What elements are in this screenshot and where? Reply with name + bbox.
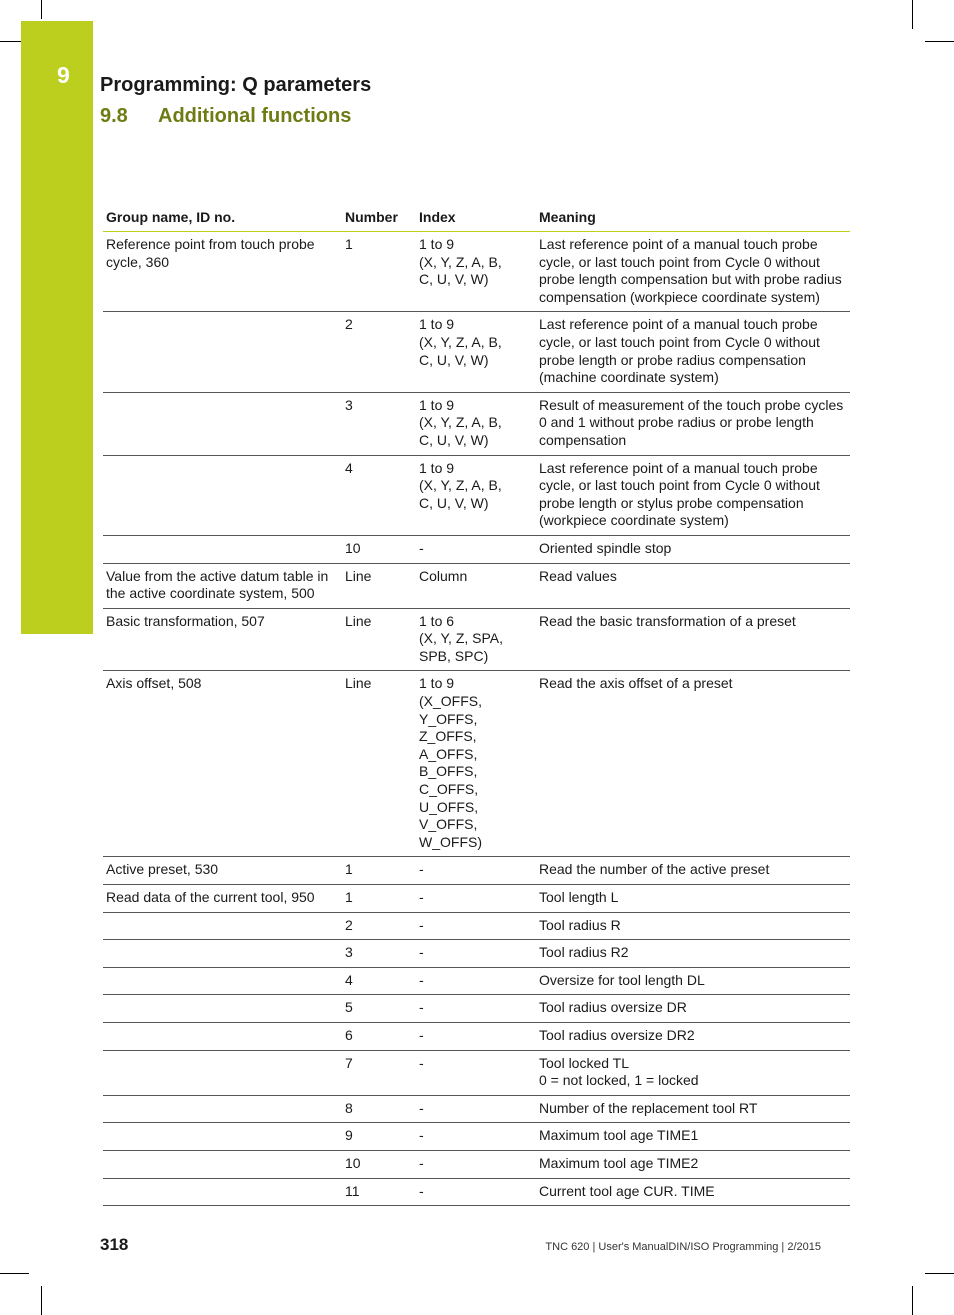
table-header-row <box>103 207 850 232</box>
cell-group: Reference point from touch probe cycle, 360 <box>103 232 342 312</box>
cell-index: - <box>416 1150 536 1178</box>
cell-group <box>103 967 342 995</box>
cell-index: - <box>416 1095 536 1123</box>
chapter-sidebar <box>21 21 93 634</box>
cell-meaning: Read the axis offset of a preset <box>536 671 850 857</box>
crop-mark <box>41 0 42 19</box>
cell-index: - <box>416 1022 536 1050</box>
cell-number: 11 <box>342 1178 416 1206</box>
section-title: Additional functions <box>158 105 352 127</box>
cell-meaning: Read the number of the active preset <box>536 857 850 885</box>
cell-index: 1 to 9 (X, Y, Z, A, B, C, U, V, W) <box>416 232 536 312</box>
cell-number: 4 <box>342 455 416 535</box>
cell-meaning: Maximum tool age TIME1 <box>536 1123 850 1151</box>
crop-mark <box>925 1273 954 1274</box>
cell-index: 1 to 9 (X, Y, Z, A, B, C, U, V, W) <box>416 392 536 455</box>
cell-group <box>103 1150 342 1178</box>
cell-number: 10 <box>342 535 416 563</box>
cell-meaning: Number of the replacement tool RT <box>536 1095 850 1123</box>
cell-meaning: Tool radius oversize DR2 <box>536 1022 850 1050</box>
cell-number: 3 <box>342 940 416 968</box>
table-row <box>103 912 850 940</box>
cell-number: 5 <box>342 995 416 1023</box>
cell-meaning: Tool length L <box>536 885 850 913</box>
cell-number: Line <box>342 563 416 608</box>
cell-group: Active preset, 530 <box>103 857 342 885</box>
cell-meaning: Maximum tool age TIME2 <box>536 1150 850 1178</box>
cell-number: 3 <box>342 392 416 455</box>
section-number: 9.8 <box>100 105 128 127</box>
cell-number: 2 <box>342 912 416 940</box>
page-number: 318 <box>100 1235 129 1254</box>
cell-group <box>103 1123 342 1151</box>
cell-meaning: Read values <box>536 563 850 608</box>
table-row <box>103 455 850 535</box>
table-row <box>103 232 850 312</box>
cell-meaning: Last reference point of a manual touch probe cycle, or last touch point from Cycle 0 without probe length compensation but with probe radius compensation (workpiece coordinate system) <box>536 232 850 312</box>
cell-meaning: Tool radius oversize DR <box>536 995 850 1023</box>
cell-group <box>103 1095 342 1123</box>
cell-index: - <box>416 1050 536 1095</box>
cell-group <box>103 392 342 455</box>
cell-group <box>103 455 342 535</box>
crop-mark <box>912 0 913 29</box>
cell-number: 7 <box>342 1050 416 1095</box>
table-row <box>103 1022 850 1050</box>
table-row <box>103 671 850 857</box>
crop-mark <box>0 1273 29 1274</box>
table-row <box>103 563 850 608</box>
cell-group: Read data of the current tool, 950 <box>103 885 342 913</box>
cell-index: - <box>416 1178 536 1206</box>
crop-mark <box>912 1286 913 1315</box>
crop-mark <box>41 1286 42 1315</box>
cell-group <box>103 1178 342 1206</box>
table-row <box>103 535 850 563</box>
cell-index: - <box>416 912 536 940</box>
cell-index: - <box>416 967 536 995</box>
cell-index: - <box>416 885 536 913</box>
cell-group <box>103 995 342 1023</box>
cell-group <box>103 940 342 968</box>
table-row <box>103 940 850 968</box>
cell-index: - <box>416 535 536 563</box>
cell-group <box>103 1050 342 1095</box>
cell-index: 1 to 6 (X, Y, Z, SPA, SPB, SPC) <box>416 608 536 671</box>
table-row <box>103 392 850 455</box>
table-row <box>103 995 850 1023</box>
column-header-index: Index <box>416 207 536 232</box>
chapter-number: 9 <box>57 62 70 88</box>
table-row <box>103 857 850 885</box>
table-row <box>103 885 850 913</box>
cell-meaning: Tool radius R2 <box>536 940 850 968</box>
cell-number: 2 <box>342 312 416 392</box>
cell-meaning: Current tool age CUR. TIME <box>536 1178 850 1206</box>
table-row <box>103 608 850 671</box>
cell-meaning: Tool locked TL 0 = not locked, 1 = locked <box>536 1050 850 1095</box>
cell-index: 1 to 9 (X, Y, Z, A, B, C, U, V, W) <box>416 312 536 392</box>
cell-index: 1 to 9 (X_OFFS, Y_OFFS, Z_OFFS, A_OFFS, B_OFFS, C_OFFS, U_OFFS, V_OFFS, W_OFFS) <box>416 671 536 857</box>
cell-group <box>103 312 342 392</box>
crop-mark <box>925 41 954 42</box>
cell-meaning: Last reference point of a manual touch probe cycle, or last touch point from Cycle 0 without probe length or stylus probe compensation (workpiece coordinate system) <box>536 455 850 535</box>
parameters-table <box>103 207 850 1206</box>
cell-group <box>103 535 342 563</box>
cell-index: - <box>416 1123 536 1151</box>
cell-index: - <box>416 940 536 968</box>
cell-number: 9 <box>342 1123 416 1151</box>
cell-meaning: Oversize for tool length DL <box>536 967 850 995</box>
cell-index: - <box>416 995 536 1023</box>
cell-number: 4 <box>342 967 416 995</box>
table-row <box>103 1095 850 1123</box>
cell-meaning: Last reference point of a manual touch probe cycle, or last touch point from Cycle 0 without probe length or probe radius compensation (machine coordinate system) <box>536 312 850 392</box>
cell-index: 1 to 9 (X, Y, Z, A, B, C, U, V, W) <box>416 455 536 535</box>
cell-number: 1 <box>342 232 416 312</box>
cell-number: 1 <box>342 885 416 913</box>
cell-number: 10 <box>342 1150 416 1178</box>
cell-group: Axis offset, 508 <box>103 671 342 857</box>
cell-number: Line <box>342 608 416 671</box>
cell-group <box>103 1022 342 1050</box>
cell-group: Value from the active datum table in the active coordinate system, 500 <box>103 563 342 608</box>
table-row <box>103 1178 850 1206</box>
crop-mark <box>0 41 21 42</box>
column-header-number: Number <box>342 207 416 232</box>
footer-text: TNC 620 | User's ManualDIN/ISO Programming | 2/2015 <box>545 1241 821 1253</box>
cell-number: Line <box>342 671 416 857</box>
chapter-title: Programming: Q parameters <box>100 74 372 96</box>
table-row <box>103 1150 850 1178</box>
cell-meaning: Read the basic transformation of a preset <box>536 608 850 671</box>
cell-number: 6 <box>342 1022 416 1050</box>
cell-group: Basic transformation, 507 <box>103 608 342 671</box>
cell-meaning: Result of measurement of the touch probe cycles 0 and 1 without probe radius or probe length compensation <box>536 392 850 455</box>
table-row <box>103 1123 850 1151</box>
cell-index: - <box>416 857 536 885</box>
cell-number: 1 <box>342 857 416 885</box>
cell-meaning: Tool radius R <box>536 912 850 940</box>
column-header-meaning: Meaning <box>536 207 850 232</box>
table-row <box>103 967 850 995</box>
cell-index: Column <box>416 563 536 608</box>
cell-number: 8 <box>342 1095 416 1123</box>
table-body <box>103 232 850 1206</box>
table-row <box>103 1050 850 1095</box>
cell-meaning: Oriented spindle stop <box>536 535 850 563</box>
cell-group <box>103 912 342 940</box>
table-row <box>103 312 850 392</box>
column-header-group: Group name, ID no. <box>103 207 342 232</box>
